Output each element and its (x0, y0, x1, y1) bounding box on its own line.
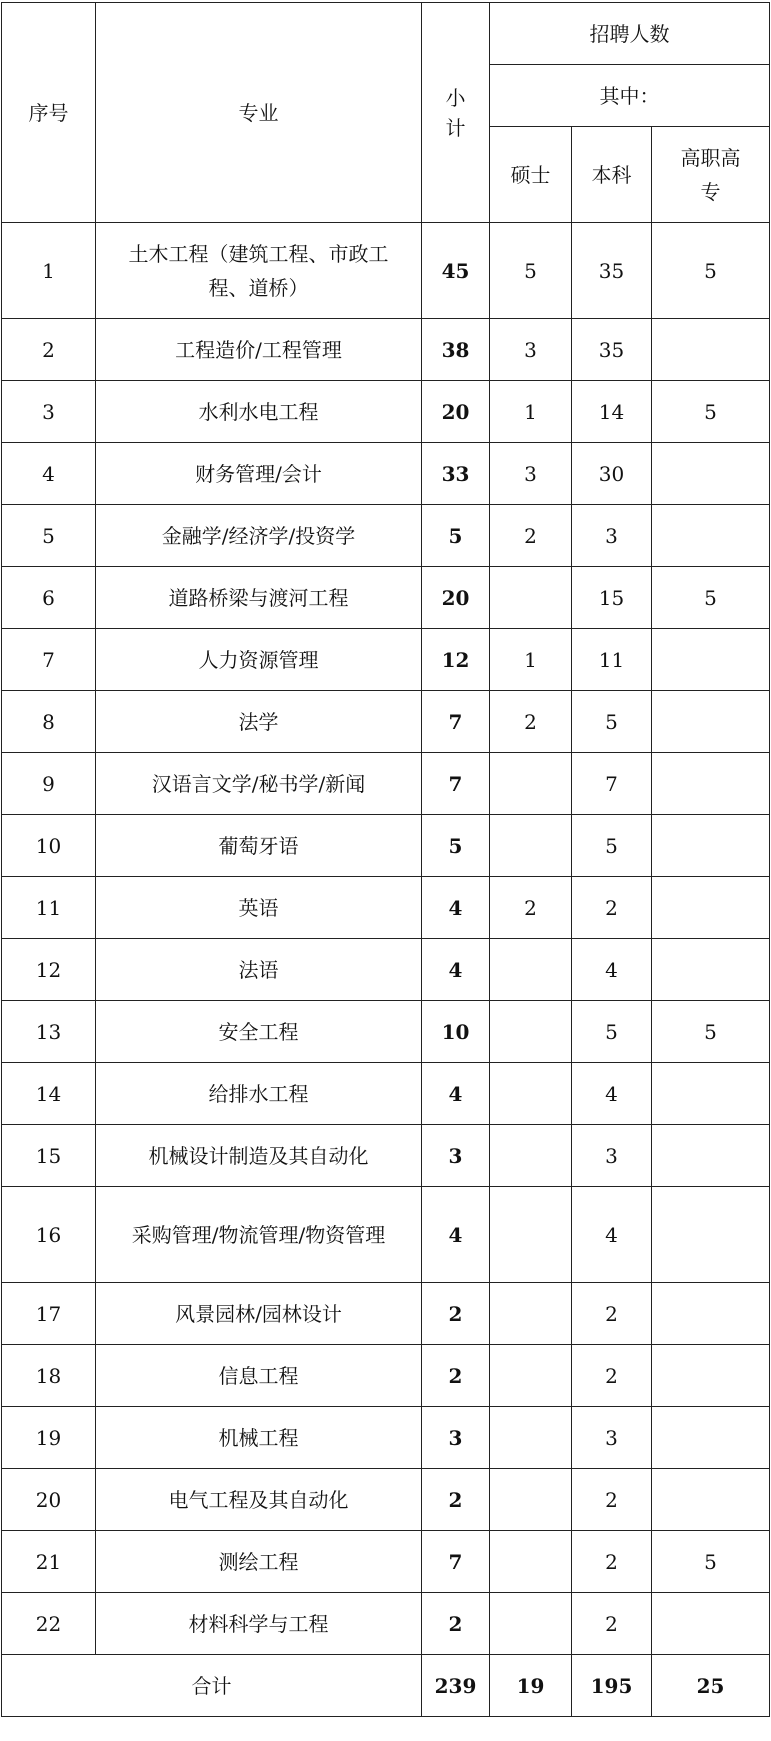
cell-subtotal: 2 (422, 1283, 490, 1345)
cell-subtotal: 2 (422, 1593, 490, 1655)
cell-major: 安全工程 (96, 1001, 422, 1063)
cell-master (490, 1283, 572, 1345)
cell-master (490, 1593, 572, 1655)
cell-no: 17 (2, 1283, 96, 1345)
cell-subtotal: 10 (422, 1001, 490, 1063)
cell-bachelor: 3 (572, 505, 652, 567)
cell-subtotal: 7 (422, 1531, 490, 1593)
total-college: 25 (652, 1655, 770, 1717)
cell-major: 土木工程（建筑工程、市政工程、道桥） (96, 223, 422, 319)
cell-college (652, 1469, 770, 1531)
cell-bachelor: 5 (572, 691, 652, 753)
cell-no: 20 (2, 1469, 96, 1531)
cell-bachelor: 2 (572, 1531, 652, 1593)
cell-bachelor: 3 (572, 1407, 652, 1469)
cell-no: 11 (2, 877, 96, 939)
cell-bachelor: 2 (572, 1345, 652, 1407)
table-row (2, 381, 770, 443)
cell-no: 13 (2, 1001, 96, 1063)
cell-subtotal: 33 (422, 443, 490, 505)
cell-no: 7 (2, 629, 96, 691)
cell-master (490, 1187, 572, 1283)
table-row (2, 1283, 770, 1345)
cell-major: 法学 (96, 691, 422, 753)
cell-no: 3 (2, 381, 96, 443)
table-row (2, 319, 770, 381)
cell-major: 人力资源管理 (96, 629, 422, 691)
table-row (2, 877, 770, 939)
cell-master: 5 (490, 223, 572, 319)
cell-bachelor: 15 (572, 567, 652, 629)
total-label: 合计 (2, 1655, 422, 1717)
cell-master: 2 (490, 691, 572, 753)
cell-major: 道路桥梁与渡河工程 (96, 567, 422, 629)
cell-no: 12 (2, 939, 96, 1001)
table-row (2, 753, 770, 815)
cell-college (652, 1063, 770, 1125)
header-major: 专业 (96, 3, 422, 223)
cell-college (652, 319, 770, 381)
table-row (2, 505, 770, 567)
cell-no: 16 (2, 1187, 96, 1283)
cell-bachelor: 2 (572, 1593, 652, 1655)
cell-master: 1 (490, 629, 572, 691)
cell-major: 机械工程 (96, 1407, 422, 1469)
cell-college (652, 815, 770, 877)
table-row (2, 567, 770, 629)
cell-master (490, 1063, 572, 1125)
cell-subtotal: 3 (422, 1407, 490, 1469)
cell-subtotal: 38 (422, 319, 490, 381)
cell-bachelor: 11 (572, 629, 652, 691)
cell-bachelor: 4 (572, 1187, 652, 1283)
header-seq: 序号 (2, 3, 96, 223)
cell-bachelor: 4 (572, 939, 652, 1001)
cell-master (490, 1469, 572, 1531)
cell-master (490, 567, 572, 629)
cell-no: 22 (2, 1593, 96, 1655)
table-row (2, 1001, 770, 1063)
cell-college: 5 (652, 567, 770, 629)
total-subtotal: 239 (422, 1655, 490, 1717)
cell-subtotal: 20 (422, 381, 490, 443)
cell-no: 1 (2, 223, 96, 319)
table-row (2, 443, 770, 505)
header-among: 其中： (490, 65, 770, 127)
table-row (2, 1125, 770, 1187)
cell-subtotal: 45 (422, 223, 490, 319)
table-row (2, 1345, 770, 1407)
cell-subtotal: 4 (422, 939, 490, 1001)
table-row (2, 1593, 770, 1655)
header-subtotal (422, 3, 490, 223)
recruitment-table (1, 2, 770, 1717)
cell-major: 葡萄牙语 (96, 815, 422, 877)
cell-no: 21 (2, 1531, 96, 1593)
header-subtotal-text: 小 计 (445, 85, 466, 140)
total-row (2, 1655, 770, 1717)
header-college (652, 127, 770, 223)
cell-subtotal: 12 (422, 629, 490, 691)
cell-subtotal: 20 (422, 567, 490, 629)
cell-college (652, 629, 770, 691)
table-row (2, 1187, 770, 1283)
cell-subtotal: 2 (422, 1345, 490, 1407)
cell-subtotal: 7 (422, 691, 490, 753)
cell-major: 信息工程 (96, 1345, 422, 1407)
cell-no: 15 (2, 1125, 96, 1187)
table-row (2, 691, 770, 753)
cell-college (652, 753, 770, 815)
cell-no: 8 (2, 691, 96, 753)
cell-master: 3 (490, 443, 572, 505)
cell-major: 电气工程及其自动化 (96, 1469, 422, 1531)
cell-no: 4 (2, 443, 96, 505)
cell-bachelor: 2 (572, 1283, 652, 1345)
header-recruit: 招聘人数 (490, 3, 770, 65)
cell-no: 2 (2, 319, 96, 381)
cell-major: 给排水工程 (96, 1063, 422, 1125)
cell-no: 18 (2, 1345, 96, 1407)
cell-master (490, 753, 572, 815)
cell-college (652, 691, 770, 753)
header-master: 硕士 (490, 127, 572, 223)
cell-subtotal: 4 (422, 1063, 490, 1125)
cell-master (490, 1125, 572, 1187)
cell-major: 工程造价/工程管理 (96, 319, 422, 381)
cell-master (490, 1407, 572, 1469)
cell-college (652, 1593, 770, 1655)
cell-major: 金融学/经济学/投资学 (96, 505, 422, 567)
cell-bachelor: 5 (572, 815, 652, 877)
cell-bachelor: 4 (572, 1063, 652, 1125)
cell-master (490, 1345, 572, 1407)
cell-bachelor: 35 (572, 319, 652, 381)
cell-major: 英语 (96, 877, 422, 939)
cell-no: 5 (2, 505, 96, 567)
cell-no: 9 (2, 753, 96, 815)
header-bachelor: 本科 (572, 127, 652, 223)
cell-college: 5 (652, 223, 770, 319)
cell-bachelor: 3 (572, 1125, 652, 1187)
cell-college (652, 939, 770, 1001)
table-row (2, 1063, 770, 1125)
cell-subtotal: 2 (422, 1469, 490, 1531)
cell-college (652, 877, 770, 939)
cell-bachelor: 2 (572, 1469, 652, 1531)
cell-no: 10 (2, 815, 96, 877)
cell-bachelor: 14 (572, 381, 652, 443)
cell-subtotal: 7 (422, 753, 490, 815)
cell-college (652, 505, 770, 567)
cell-master: 2 (490, 877, 572, 939)
cell-bachelor: 7 (572, 753, 652, 815)
cell-bachelor: 5 (572, 1001, 652, 1063)
header-row-1 (2, 3, 770, 65)
cell-major: 测绘工程 (96, 1531, 422, 1593)
table-row (2, 1469, 770, 1531)
cell-college: 5 (652, 1531, 770, 1593)
cell-no: 14 (2, 1063, 96, 1125)
cell-bachelor: 35 (572, 223, 652, 319)
cell-subtotal: 4 (422, 877, 490, 939)
cell-major: 机械设计制造及其自动化 (96, 1125, 422, 1187)
cell-no: 19 (2, 1407, 96, 1469)
table-row (2, 223, 770, 319)
cell-college (652, 1407, 770, 1469)
table-row (2, 939, 770, 1001)
table-row (2, 815, 770, 877)
cell-bachelor: 2 (572, 877, 652, 939)
header-college-text: 高职高 专 (680, 145, 741, 204)
table-row (2, 1531, 770, 1593)
cell-master: 2 (490, 505, 572, 567)
cell-master (490, 1531, 572, 1593)
cell-major: 汉语言文学/秘书学/新闻 (96, 753, 422, 815)
table-row (2, 1407, 770, 1469)
cell-master: 1 (490, 381, 572, 443)
cell-major: 法语 (96, 939, 422, 1001)
cell-major: 财务管理/会计 (96, 443, 422, 505)
cell-major: 水利水电工程 (96, 381, 422, 443)
cell-college (652, 1283, 770, 1345)
cell-master (490, 815, 572, 877)
cell-college (652, 1345, 770, 1407)
cell-major: 材料科学与工程 (96, 1593, 422, 1655)
total-bachelor: 195 (572, 1655, 652, 1717)
cell-master: 3 (490, 319, 572, 381)
cell-master (490, 939, 572, 1001)
cell-subtotal: 4 (422, 1187, 490, 1283)
cell-subtotal: 5 (422, 815, 490, 877)
total-master: 19 (490, 1655, 572, 1717)
cell-no: 6 (2, 567, 96, 629)
cell-bachelor: 30 (572, 443, 652, 505)
cell-college: 5 (652, 381, 770, 443)
cell-master (490, 1001, 572, 1063)
table-row (2, 629, 770, 691)
cell-major: 采购管理/物流管理/物资管理 (96, 1187, 422, 1283)
cell-college (652, 443, 770, 505)
cell-subtotal: 3 (422, 1125, 490, 1187)
cell-college: 5 (652, 1001, 770, 1063)
cell-college (652, 1125, 770, 1187)
cell-college (652, 1187, 770, 1283)
cell-major: 风景园林/园林设计 (96, 1283, 422, 1345)
cell-subtotal: 5 (422, 505, 490, 567)
